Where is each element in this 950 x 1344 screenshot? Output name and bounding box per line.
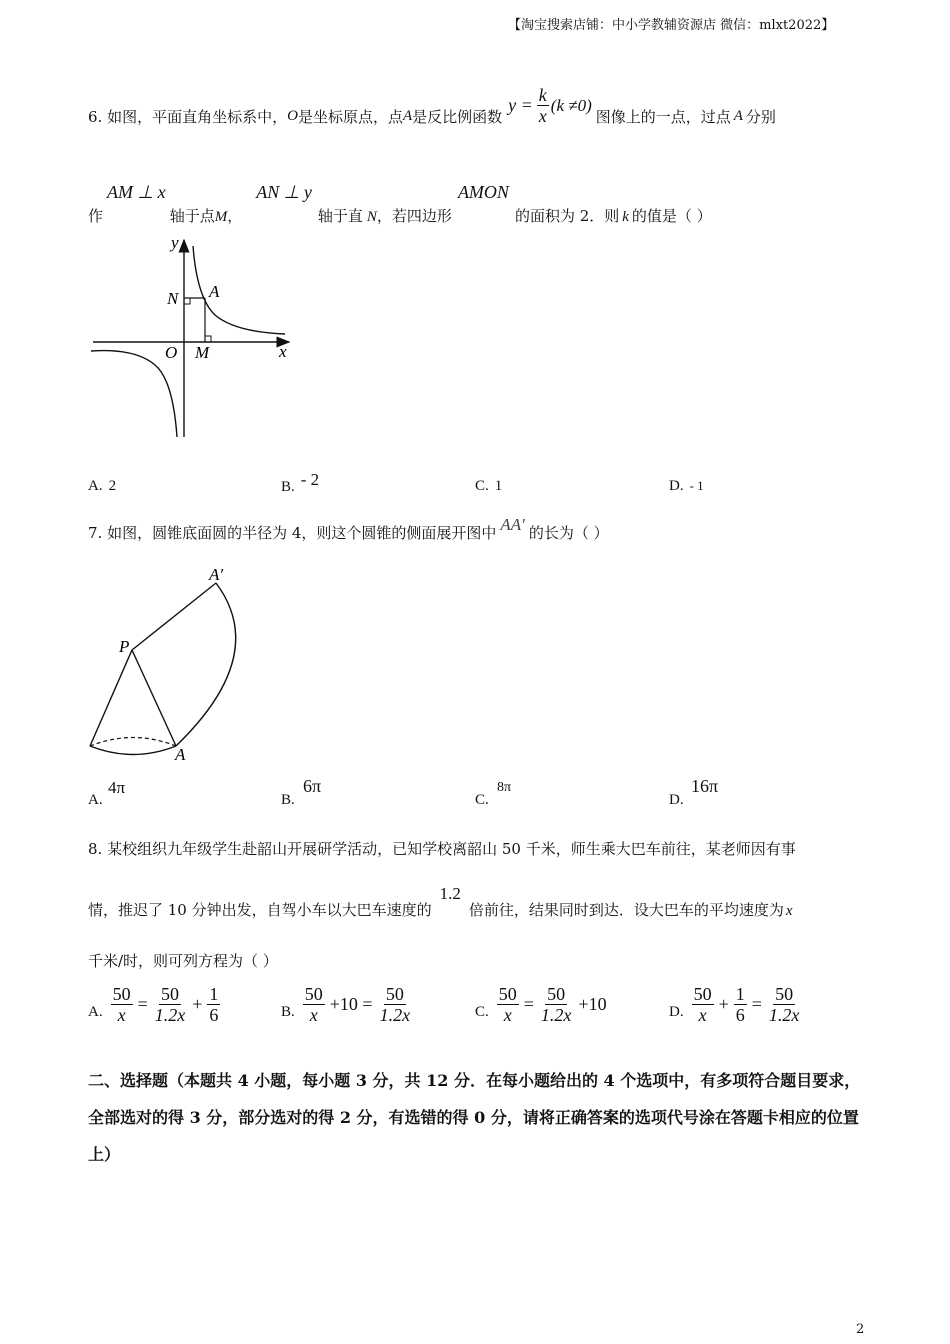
label-N: N bbox=[167, 289, 179, 308]
label-O: O bbox=[165, 343, 178, 362]
numerator: 50 bbox=[498, 984, 517, 1004]
q8-option-c[interactable] bbox=[475, 984, 610, 1025]
q6-text: 的值是（ ） bbox=[631, 207, 712, 225]
fraction bbox=[207, 984, 220, 1025]
q6-line1 bbox=[88, 85, 776, 127]
fraction bbox=[692, 984, 714, 1025]
q6-text: 轴于直 bbox=[317, 207, 363, 225]
fraction bbox=[734, 984, 747, 1025]
numerator: 50 bbox=[693, 984, 712, 1004]
q6-text: ， bbox=[227, 207, 243, 225]
denominator: x bbox=[309, 1005, 318, 1025]
q6-function bbox=[508, 85, 592, 126]
q6-func-cond: (k ≠0) bbox=[550, 95, 592, 115]
q7-text: 的长为（ ） bbox=[528, 524, 609, 542]
option-letter: A. bbox=[88, 478, 103, 494]
q6-text: 是反比例函数 bbox=[412, 108, 503, 126]
label-y: y bbox=[171, 233, 179, 252]
q6-var-k: k bbox=[622, 209, 629, 225]
operator: +10 = bbox=[329, 994, 373, 1014]
q6-amon: AMON bbox=[457, 182, 509, 202]
q6-text: ，若四边形 bbox=[376, 207, 452, 225]
q8-text: 情，推迟了 10 分钟出发，自驾小车以大巴车速度的 bbox=[88, 901, 432, 919]
denominator: 6 bbox=[735, 1005, 745, 1025]
fraction bbox=[378, 984, 413, 1025]
q6-option-c[interactable] bbox=[475, 476, 502, 495]
fraction bbox=[497, 984, 519, 1025]
denominator: 1.2x bbox=[379, 1005, 411, 1025]
operator: = bbox=[137, 994, 148, 1014]
operator: = bbox=[523, 994, 534, 1014]
q7-cone-figure bbox=[80, 560, 255, 770]
option-value: 4π bbox=[108, 778, 126, 797]
hyperbola-branch-q1 bbox=[193, 246, 285, 334]
operator: +10 bbox=[578, 994, 607, 1014]
fraction bbox=[303, 984, 325, 1025]
cone-left-edge bbox=[90, 650, 132, 746]
q8-line2 bbox=[88, 884, 793, 920]
q6-am-perp-x: AM ⊥ x bbox=[107, 182, 166, 202]
q6-text: 图像上的一点，过点 bbox=[595, 108, 731, 126]
right-angle-N bbox=[184, 298, 190, 304]
q6-text: 分别 bbox=[745, 108, 776, 126]
hyperbola-branch-q3 bbox=[91, 351, 177, 437]
option-letter: C. bbox=[475, 1004, 489, 1020]
q6-text: 作 bbox=[88, 207, 104, 225]
right-angle-M bbox=[205, 336, 211, 342]
q6-text: 轴于点 bbox=[169, 207, 215, 225]
q7-option-b[interactable] bbox=[281, 778, 341, 808]
label-A-prime: A′ bbox=[209, 565, 224, 584]
base-back bbox=[90, 738, 176, 747]
option-letter: B. bbox=[281, 479, 295, 495]
segment-PA-prime bbox=[132, 583, 216, 650]
q6-func-y: y = bbox=[508, 95, 533, 115]
numerator: 50 bbox=[304, 984, 323, 1004]
q6-option-d[interactable] bbox=[669, 476, 704, 495]
option-value: 2 bbox=[108, 478, 117, 494]
q6-option-a[interactable] bbox=[88, 476, 116, 495]
q6-var-A: A bbox=[402, 108, 413, 124]
operator: = bbox=[751, 994, 762, 1014]
numerator: 50 bbox=[775, 984, 794, 1004]
option-letter: A. bbox=[88, 1004, 103, 1020]
numerator: 1 bbox=[735, 984, 745, 1004]
header-banner: 【淘宝搜索店铺：中小学教辅资源店 微信：mlxt2022】 bbox=[508, 18, 835, 33]
q6-var-M: M bbox=[214, 209, 228, 225]
option-value: 16π bbox=[691, 776, 719, 796]
fraction bbox=[153, 984, 188, 1025]
numerator: 50 bbox=[112, 984, 131, 1004]
option-value: - 1 bbox=[689, 478, 704, 493]
numerator: 50 bbox=[161, 984, 179, 1004]
q6-text: 的面积为 2．则 bbox=[514, 207, 620, 225]
option-letter: D. bbox=[669, 1004, 684, 1020]
q7-option-a[interactable] bbox=[88, 778, 148, 808]
label-A: A bbox=[175, 745, 186, 764]
denominator: 1.2x bbox=[154, 1005, 186, 1025]
option-letter: C. bbox=[475, 478, 489, 494]
label-A: A bbox=[209, 282, 220, 301]
option-letter: D. bbox=[669, 792, 684, 808]
equation bbox=[301, 984, 414, 1025]
fraction bbox=[767, 984, 802, 1025]
q8-var-x: x bbox=[785, 903, 793, 919]
equation bbox=[495, 984, 610, 1025]
q6-func-k: k bbox=[538, 85, 547, 105]
q6-func-x: x bbox=[538, 106, 547, 126]
option-letter: D. bbox=[669, 478, 684, 494]
denominator: 1.2x bbox=[540, 1005, 572, 1025]
q6-text: 6. 如图，平面直角坐标系中， bbox=[88, 108, 288, 126]
operator: + bbox=[718, 994, 729, 1014]
q7-text: 7. 如图，圆锥底面圆的半径为 4，则这个圆锥的侧面展开图中 bbox=[88, 524, 497, 542]
q8-ratio: 1.2 bbox=[439, 884, 461, 903]
q6-line2 bbox=[88, 182, 712, 226]
q6-option-b[interactable] bbox=[281, 470, 320, 495]
denominator: x bbox=[117, 1005, 126, 1025]
q6-var-A: A bbox=[733, 108, 743, 124]
q6-var-N: N bbox=[366, 209, 377, 225]
label-x: x bbox=[279, 342, 287, 361]
option-letter: B. bbox=[281, 792, 295, 808]
denominator: x bbox=[503, 1005, 512, 1025]
operator: + bbox=[192, 994, 203, 1014]
q7-stem bbox=[88, 514, 609, 543]
q6-func-frac bbox=[537, 85, 549, 126]
q8-text: 倍前往，结果同时到达．设大巴车的平均速度为 bbox=[468, 901, 784, 919]
numerator: 50 bbox=[547, 984, 566, 1004]
q7-option-c[interactable] bbox=[475, 778, 535, 808]
q8-line3: 千米/时，则可列方程为（ ） bbox=[88, 952, 278, 970]
page-number: 2 bbox=[856, 1322, 865, 1337]
q7-arc-AA: AA′ bbox=[500, 514, 525, 534]
base-front bbox=[90, 746, 176, 755]
equation bbox=[690, 984, 804, 1025]
denominator: x bbox=[698, 1005, 707, 1025]
q8-option-a[interactable] bbox=[88, 984, 222, 1025]
denominator: 1.2x bbox=[768, 1005, 800, 1025]
denominator: 6 bbox=[209, 1005, 219, 1025]
label-P: P bbox=[119, 637, 130, 656]
section2-instructions: 二、选择题（本题共 4 小题，每小题 3 分，共 12 分．在每小题给出的 4 个选项中，有多项符合题目要求，全部选对的得 3 分，部分选对的得 2 分，有选错的得 0 分，请将正确答案的选项代号涂在答题卡相应的位置上） bbox=[88, 1071, 861, 1164]
label-M: M bbox=[195, 343, 210, 362]
fraction bbox=[111, 984, 133, 1025]
option-letter: A. bbox=[88, 792, 103, 808]
numerator: 50 bbox=[385, 984, 404, 1004]
option-value: 1 bbox=[494, 478, 503, 494]
q6-an-perp-y: AN ⊥ y bbox=[256, 182, 312, 202]
q8-option-d[interactable] bbox=[669, 984, 803, 1025]
option-value: - 2 bbox=[300, 470, 320, 489]
option-letter: B. bbox=[281, 1004, 295, 1020]
q8-line1: 8. 某校组织九年级学生赴韶山开展研学活动，已知学校离韶山 50 千米，师生乘大巴车前往，某老师因有事 bbox=[88, 840, 796, 858]
q7-option-d[interactable] bbox=[669, 778, 739, 808]
cone-right-edge bbox=[132, 650, 176, 746]
equation bbox=[109, 984, 223, 1025]
option-value: 6π bbox=[303, 776, 322, 796]
q6-var-O: O bbox=[287, 108, 298, 124]
fraction bbox=[539, 984, 574, 1025]
q6-hyperbola-figure bbox=[85, 230, 305, 445]
numerator: 1 bbox=[209, 984, 219, 1004]
q6-text: 是坐标原点，点 bbox=[297, 108, 403, 126]
q8-option-b[interactable] bbox=[281, 984, 414, 1025]
option-letter: C. bbox=[475, 792, 489, 808]
option-value: 8π bbox=[497, 780, 512, 795]
